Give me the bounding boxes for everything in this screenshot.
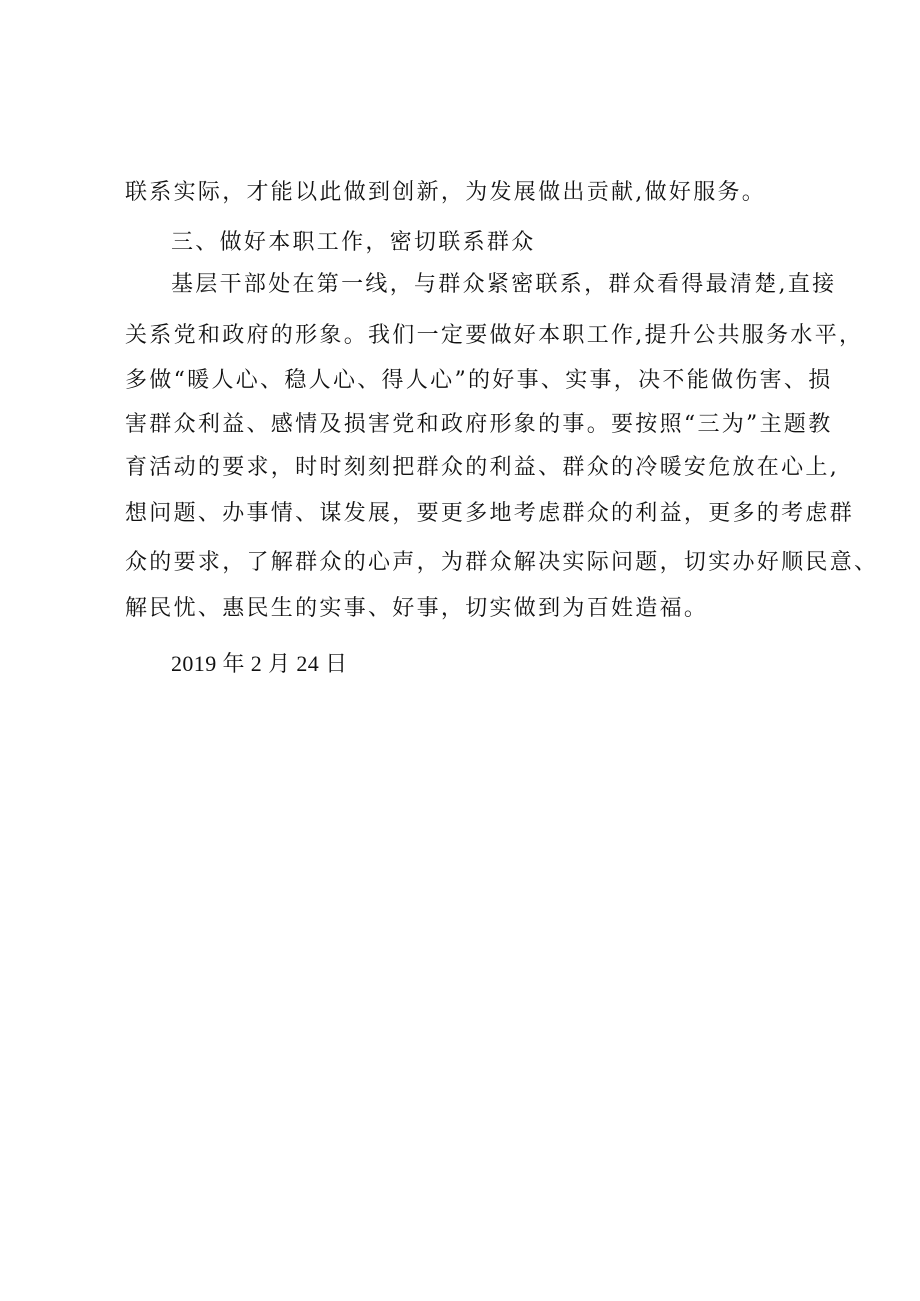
paragraph-end-line: 联系实际，才能以此做到创新，为发展做出贡献,做好服务。	[125, 180, 767, 205]
body-line: 育活动的要求，时时刻刻把群众的利益、群众的冷暖安危放在心上,	[125, 455, 839, 480]
document-date: 2019 年 2 月 24 日	[171, 651, 348, 676]
body-line: 想问题、办事情、谋发展，要更多地考虑群众的利益，更多的考虑群	[125, 501, 855, 526]
body-line: 多做“暖人心、稳人心、得人心”的好事、实事，决不能做伤害、损	[125, 368, 833, 393]
body-line: 解民忧、惠民生的实事、好事，切实做到为百姓造福。	[125, 596, 709, 621]
body-line: 害群众利益、感情及损害党和政府形象的事。要按照“三为”主题教	[125, 412, 833, 437]
section-heading: 三、做好本职工作，密切联系群众	[171, 230, 536, 255]
body-line: 基层干部处在第一线，与群众紧密联系，群众看得最清楚,直接	[171, 272, 837, 297]
body-line: 众的要求，了解群众的心声，为群众解决实际问题，切实办好顺民意、	[125, 550, 879, 575]
body-line: 关系党和政府的形象。我们一定要做好本职工作,提升公共服务水平，	[125, 323, 864, 348]
